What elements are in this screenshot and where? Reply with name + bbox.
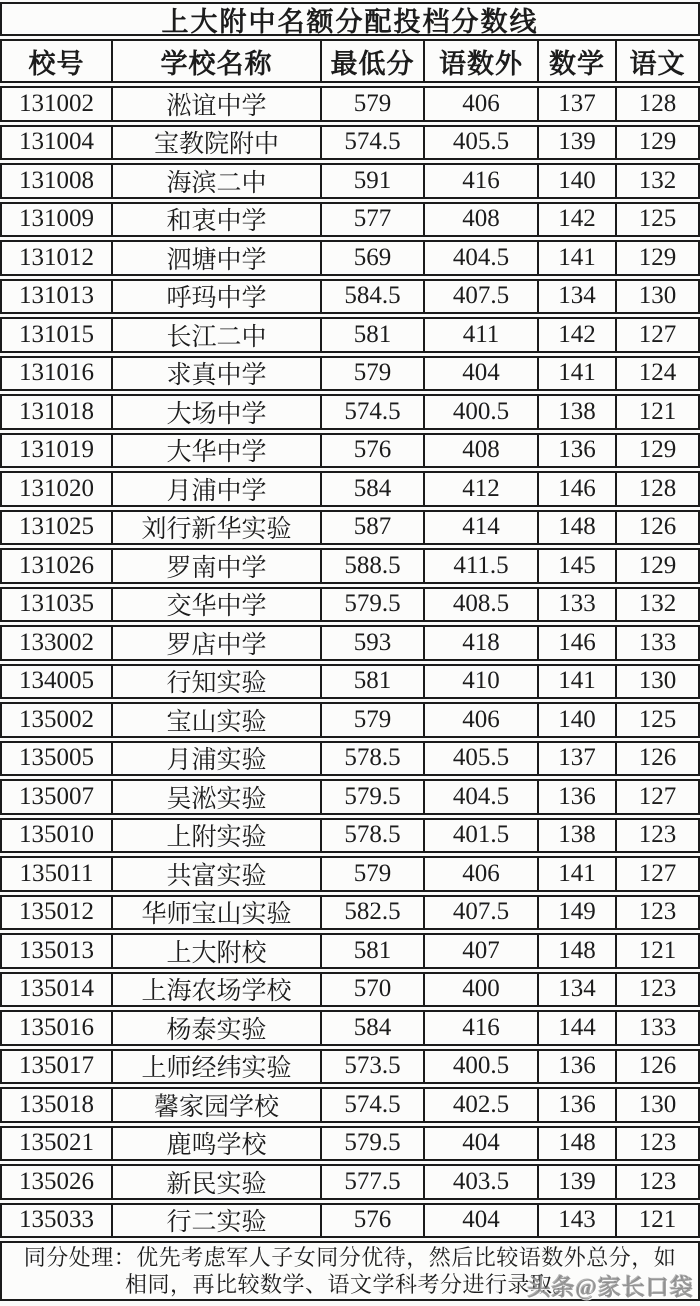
- min-score-cell: 579: [322, 858, 425, 890]
- school-code-cell: 131012: [2, 242, 113, 274]
- chi-math-eng-score-cell: 404: [425, 358, 539, 390]
- table-row: [0, 510, 700, 546]
- chinese-score-cell: 125: [638, 705, 677, 733]
- math-score-cell: 140: [539, 704, 617, 736]
- school-code-cell: 131025: [2, 512, 113, 544]
- school-code-cell: 133002: [2, 627, 113, 659]
- chi-math-eng-score-cell: 404: [425, 1128, 539, 1160]
- school-code-cell: 135018: [2, 1089, 113, 1121]
- school-name-cell: 月浦实验: [113, 743, 322, 775]
- chi-math-eng-score-cell: 407.5: [425, 281, 539, 313]
- math-score-cell: 148: [539, 1128, 617, 1160]
- min-score-cell: 581: [322, 666, 425, 698]
- math-score-cell: 138: [539, 820, 617, 852]
- chinese-score-cell: 123: [638, 1167, 677, 1195]
- table-row: [0, 1203, 700, 1239]
- chi-math-eng-score-cell: 402.5: [425, 1089, 539, 1121]
- math-score-cell: 139: [539, 127, 617, 159]
- math-score-cell: 142: [539, 204, 617, 236]
- school-code-cell: 135014: [2, 974, 113, 1006]
- math-score-cell: 148: [539, 512, 617, 544]
- table-row: [0, 895, 700, 931]
- chinese-score-cell: 133: [638, 1013, 677, 1041]
- school-code-cell: 135012: [2, 897, 113, 929]
- min-score-cell: 584.5: [322, 281, 425, 313]
- min-score-cell: 578.5: [322, 820, 425, 852]
- chi-math-eng-score-cell: 400: [425, 974, 539, 1006]
- chinese-score-cell: 126: [638, 1052, 677, 1080]
- min-score-cell: 574.5: [322, 1089, 425, 1121]
- table-row: [0, 625, 700, 661]
- min-score-cell: 574.5: [322, 127, 425, 159]
- chinese-score-cell: 127: [638, 320, 677, 348]
- math-score-cell: 134: [539, 974, 617, 1006]
- school-name-cell: 宝教院附中: [113, 127, 322, 159]
- math-score-cell: 136: [539, 1051, 617, 1083]
- math-score-cell: 137: [539, 743, 617, 775]
- math-score-cell: 149: [539, 897, 617, 929]
- chinese-score-cell: 126: [638, 513, 677, 541]
- min-score-cell: 578.5: [322, 743, 425, 775]
- chinese-score-cell: 128: [638, 89, 677, 117]
- school-name-cell: 宝山实验: [113, 704, 322, 736]
- chi-math-eng-score-cell: 408: [425, 204, 539, 236]
- chi-math-eng-score-cell: 414: [425, 512, 539, 544]
- table-row: [0, 741, 700, 777]
- chi-math-eng-score-cell: 418: [425, 627, 539, 659]
- min-score-cell: 587: [322, 512, 425, 544]
- chi-math-eng-score-cell: 406: [425, 704, 539, 736]
- school-code-cell: 131016: [2, 358, 113, 390]
- table-row: [0, 972, 700, 1008]
- math-score-cell: 143: [539, 1205, 617, 1237]
- chi-math-eng-score-cell: 407.5: [425, 897, 539, 929]
- school-name-cell: 海滨二中: [113, 165, 322, 197]
- watermark: 头条@家长口袋: [527, 1275, 694, 1300]
- chinese-score-cell: 129: [638, 436, 677, 464]
- school-name-cell: 上附实验: [113, 820, 322, 852]
- school-code-cell: 135017: [2, 1051, 113, 1083]
- chi-math-eng-score-cell: 405.5: [425, 127, 539, 159]
- chinese-score-cell: 130: [638, 282, 677, 310]
- chi-math-eng-score-cell: 411.5: [425, 550, 539, 582]
- chinese-score-cell: 130: [638, 1090, 677, 1118]
- school-name-cell: 月浦中学: [113, 473, 322, 505]
- chinese-score-cell: 128: [638, 474, 677, 502]
- chinese-score-cell: 126: [638, 744, 677, 772]
- table-row: [0, 471, 700, 507]
- chinese-score-cell: 129: [638, 551, 677, 579]
- table-row: [0, 125, 700, 161]
- math-score-cell: 139: [539, 1166, 617, 1198]
- page-title: 上大附中名额分配投档分数线: [0, 2, 700, 36]
- table-row: [0, 163, 700, 199]
- header-school-name: 学校名称: [113, 41, 322, 81]
- min-score-cell: 593: [322, 627, 425, 659]
- school-code-cell: 135016: [2, 1012, 113, 1044]
- school-name-cell: 新民实验: [113, 1166, 322, 1198]
- table-row: [0, 548, 700, 584]
- math-score-cell: 136: [539, 781, 617, 813]
- chi-math-eng-score-cell: 405.5: [425, 743, 539, 775]
- school-name-cell: 吴淞实验: [113, 781, 322, 813]
- school-code-cell: 135005: [2, 743, 113, 775]
- min-score-cell: 582.5: [322, 897, 425, 929]
- chi-math-eng-score-cell: 403.5: [425, 1166, 539, 1198]
- math-score-cell: 141: [539, 666, 617, 698]
- math-score-cell: 136: [539, 1089, 617, 1121]
- table-row: [0, 1049, 700, 1085]
- school-name-cell: 刘行新华实验: [113, 512, 322, 544]
- math-score-cell: 133: [539, 589, 617, 621]
- header-school-code: 校号: [2, 41, 113, 81]
- school-code-cell: 135002: [2, 704, 113, 736]
- chinese-score-cell: 121: [638, 936, 677, 964]
- table-header-row: [0, 39, 700, 83]
- school-name-cell: 求真中学: [113, 358, 322, 390]
- math-score-cell: 146: [539, 473, 617, 505]
- chinese-score-cell: 123: [638, 898, 677, 926]
- table-row: [0, 933, 700, 969]
- min-score-cell: 584: [322, 1012, 425, 1044]
- table-row: [0, 779, 700, 815]
- math-score-cell: 146: [539, 627, 617, 659]
- table-row: [0, 587, 700, 623]
- school-code-cell: 135021: [2, 1128, 113, 1160]
- chinese-score-cell: 127: [638, 859, 677, 887]
- school-name-cell: 鹿鸣学校: [113, 1128, 322, 1160]
- tie-break-note-line2: 相同，再比较数学、语文学科考分进行录取。: [124, 1272, 575, 1297]
- min-score-cell: 581: [322, 935, 425, 967]
- min-score-cell: 579.5: [322, 589, 425, 621]
- chinese-score-cell: 123: [638, 975, 677, 1003]
- header-chi-math-eng-score: 语数外: [425, 41, 539, 81]
- math-score-cell: 136: [539, 435, 617, 467]
- min-score-cell: 579.5: [322, 1128, 425, 1160]
- math-score-cell: 144: [539, 1012, 617, 1044]
- school-code-cell: 131035: [2, 589, 113, 621]
- school-code-cell: 131013: [2, 281, 113, 313]
- table-row: [0, 664, 700, 700]
- chinese-score-cell: 129: [638, 243, 677, 271]
- school-name-cell: 泗塘中学: [113, 242, 322, 274]
- chinese-score-cell: 133: [638, 628, 677, 656]
- table-row: [0, 433, 700, 469]
- table-row: [0, 202, 700, 238]
- school-code-cell: 131019: [2, 435, 113, 467]
- table-row: [0, 818, 700, 854]
- table-row: [0, 279, 700, 315]
- header-min-score: 最低分: [322, 41, 425, 81]
- min-score-cell: 579: [322, 358, 425, 390]
- chinese-score-cell: 130: [638, 667, 677, 695]
- chi-math-eng-score-cell: 412: [425, 473, 539, 505]
- chinese-score-cell: 125: [638, 205, 677, 233]
- min-score-cell: 579: [322, 704, 425, 736]
- chi-math-eng-score-cell: 406: [425, 88, 539, 120]
- school-name-cell: 共富实验: [113, 858, 322, 890]
- min-score-cell: 584: [322, 473, 425, 505]
- math-score-cell: 141: [539, 358, 617, 390]
- chi-math-eng-score-cell: 411: [425, 319, 539, 351]
- school-name-cell: 和衷中学: [113, 204, 322, 236]
- school-name-cell: 上师经纬实验: [113, 1051, 322, 1083]
- header-math-score: 数学: [539, 41, 617, 81]
- school-name-cell: 上海农场学校: [113, 974, 322, 1006]
- min-score-cell: 579: [322, 88, 425, 120]
- school-name-cell: 杨泰实验: [113, 1012, 322, 1044]
- school-code-cell: 131004: [2, 127, 113, 159]
- chi-math-eng-score-cell: 404: [425, 1205, 539, 1237]
- table-row: [0, 240, 700, 276]
- min-score-cell: 577.5: [322, 1166, 425, 1198]
- school-name-cell: 呼玛中学: [113, 281, 322, 313]
- score-table-body: [0, 86, 700, 1238]
- table-row: [0, 702, 700, 738]
- school-name-cell: 长江二中: [113, 319, 322, 351]
- school-code-cell: 131026: [2, 550, 113, 582]
- table-row: [0, 856, 700, 892]
- min-score-cell: 576: [322, 435, 425, 467]
- chi-math-eng-score-cell: 416: [425, 1012, 539, 1044]
- min-score-cell: 577: [322, 204, 425, 236]
- table-row: [0, 1087, 700, 1123]
- header-chinese-score: 语文: [629, 48, 686, 79]
- chinese-score-cell: 129: [638, 128, 677, 156]
- school-name-cell: 罗南中学: [113, 550, 322, 582]
- school-name-cell: 罗店中学: [113, 627, 322, 659]
- school-name-cell: 交华中学: [113, 589, 322, 621]
- chinese-score-cell: 121: [638, 397, 677, 425]
- min-score-cell: 588.5: [322, 550, 425, 582]
- chi-math-eng-score-cell: 408.5: [425, 589, 539, 621]
- min-score-cell: 591: [322, 165, 425, 197]
- chinese-score-cell: 127: [638, 782, 677, 810]
- school-code-cell: 131008: [2, 165, 113, 197]
- table-row: [0, 1164, 700, 1200]
- table-row: [0, 394, 700, 430]
- school-name-cell: 华师宝山实验: [113, 897, 322, 929]
- chinese-score-cell: 124: [638, 359, 677, 387]
- math-score-cell: 145: [539, 550, 617, 582]
- school-code-cell: 135013: [2, 935, 113, 967]
- table-row: [0, 86, 700, 122]
- school-code-cell: 131015: [2, 319, 113, 351]
- chi-math-eng-score-cell: 404.5: [425, 781, 539, 813]
- chinese-score-cell: 121: [638, 1206, 677, 1234]
- school-code-cell: 131002: [2, 88, 113, 120]
- min-score-cell: 570: [322, 974, 425, 1006]
- math-score-cell: 140: [539, 165, 617, 197]
- school-code-cell: 135033: [2, 1205, 113, 1237]
- chinese-score-cell: 132: [638, 590, 677, 618]
- chinese-score-cell: 132: [638, 166, 677, 194]
- min-score-cell: 576: [322, 1205, 425, 1237]
- math-score-cell: 148: [539, 935, 617, 967]
- school-code-cell: 135007: [2, 781, 113, 813]
- chi-math-eng-score-cell: 406: [425, 858, 539, 890]
- school-name-cell: 淞谊中学: [113, 88, 322, 120]
- chinese-score-cell: 123: [638, 1129, 677, 1157]
- chi-math-eng-score-cell: 400.5: [425, 1051, 539, 1083]
- tie-break-note-line1: 同分处理：优先考虑军人子女同分优待，然后比较语数外总分，如: [23, 1245, 677, 1270]
- chi-math-eng-score-cell: 407: [425, 935, 539, 967]
- school-code-cell: 131018: [2, 396, 113, 428]
- school-name-cell: 馨家园学校: [113, 1089, 322, 1121]
- chi-math-eng-score-cell: 416: [425, 165, 539, 197]
- table-row: [0, 1126, 700, 1162]
- school-code-cell: 135010: [2, 820, 113, 852]
- school-name-cell: 上大附校: [113, 935, 322, 967]
- math-score-cell: 134: [539, 281, 617, 313]
- math-score-cell: 142: [539, 319, 617, 351]
- min-score-cell: 569: [322, 242, 425, 274]
- school-code-cell: 134005: [2, 666, 113, 698]
- min-score-cell: 574.5: [322, 396, 425, 428]
- school-name-cell: 行二实验: [113, 1205, 322, 1237]
- school-code-cell: 135026: [2, 1166, 113, 1198]
- school-name-cell: 大华中学: [113, 435, 322, 467]
- table-row: [0, 317, 700, 353]
- chi-math-eng-score-cell: 400.5: [425, 396, 539, 428]
- school-code-cell: 131009: [2, 204, 113, 236]
- tie-break-note: [0, 1241, 700, 1301]
- chi-math-eng-score-cell: 404.5: [425, 242, 539, 274]
- school-name-cell: 大场中学: [113, 396, 322, 428]
- min-score-cell: 581: [322, 319, 425, 351]
- math-score-cell: 138: [539, 396, 617, 428]
- school-code-cell: 135011: [2, 858, 113, 890]
- chinese-score-cell: 123: [638, 821, 677, 849]
- math-score-cell: 141: [539, 242, 617, 274]
- chi-math-eng-score-cell: 408: [425, 435, 539, 467]
- math-score-cell: 141: [539, 858, 617, 890]
- school-name-cell: 行知实验: [113, 666, 322, 698]
- chi-math-eng-score-cell: 410: [425, 666, 539, 698]
- math-score-cell: 137: [539, 88, 617, 120]
- table-row: [0, 356, 700, 392]
- min-score-cell: 579.5: [322, 781, 425, 813]
- chi-math-eng-score-cell: 401.5: [425, 820, 539, 852]
- min-score-cell: 573.5: [322, 1051, 425, 1083]
- school-code-cell: 131020: [2, 473, 113, 505]
- table-row: [0, 1010, 700, 1046]
